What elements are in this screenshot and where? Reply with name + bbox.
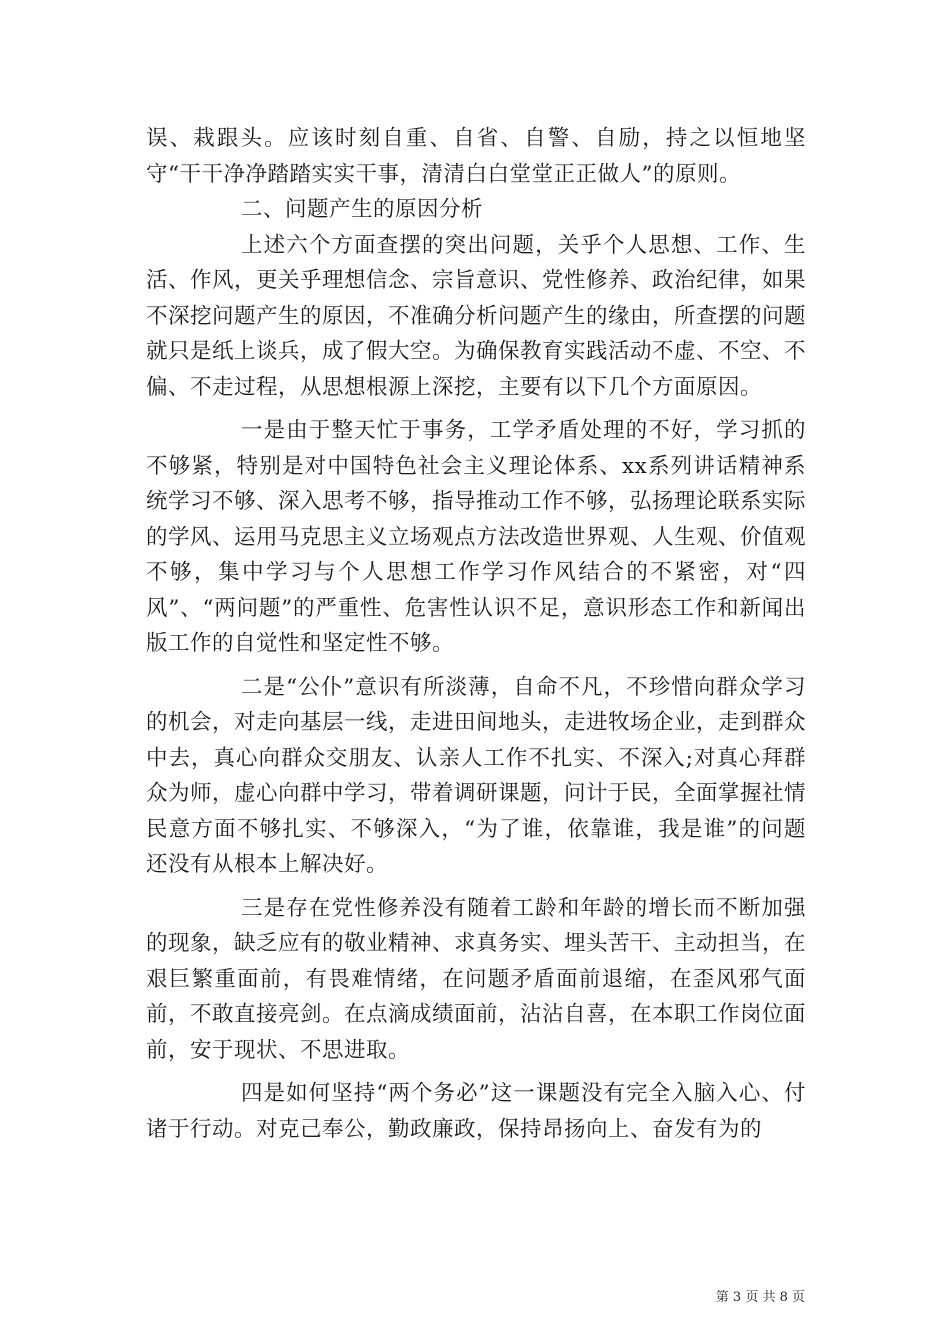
paragraph-reason-two: 二是“公仆”意识有所淡薄，自命不凡，不珍惜向群众学习的机会，对走向基层一线，走进田间地头，走进牧场企业，走到群众中去，真心向群众交朋友、认亲人工作不扎实、不深入;对真心拜群众为师，虚心向群中学习，带着调研课题，问计于民，全面掌握社情民意方面不够扎实、不够深入，“为了谁，依靠谁，我是谁”的问题还没有从根本上解决好。 — [146, 674, 807, 877]
document-body — [146, 121, 806, 1147]
paragraph-reason-four: 四是如何坚持“两个务必”这一课题没有完全入脑入心、付诸于行动。对克己奉公，勤政廉政，保持昂扬向上、奋发有为的 — [146, 1081, 806, 1142]
page-number-footer: 第 3 页 共 8 页 — [715, 1290, 805, 1305]
paragraph-reason-three: 三是存在党性修养没有随着工龄和年龄的增长而不断加强的现象，缺乏应有的敬业精神、求真务实、埋头苦干、主动担当，在艰巨繁重面前，有畏难情绪，在问题矛盾面前退缩，在歪风邪气面前，不敢直接亮剑。在点滴成绩面前，沾沾自喜，在本职工作岗位面前，安于现状、不思进取。 — [146, 895, 807, 1063]
section-heading: 二、问题产生的原因分析 — [241, 197, 484, 222]
paragraph-reason-one: 一是由于整天忙于事务，工学矛盾处理的不好，学习抓的不够紧，特别是对中国特色社会主义理论体系、xx系列讲话精神系统学习不够、深入思考不够，指导推动工作不够，弘扬理论联系实际的学风、运用马克思主义立场观点方法改造世界观、人生观、价值观不够，集中学习与个人思想工作学习作风结合的不紧密，对“四风”、“两问题”的严重性、危害性认识不足，意识形态工作和新闻出版工作的自觉性和坚定性不够。 — [146, 418, 807, 656]
paragraph-continuation: 误、栽跟头。应该时刻自重、自省、自警、自励，持之以恒地坚守“干干净净踏踏实实干事，清清白白堂堂正正做人”的原则。 — [146, 126, 806, 187]
paragraph-overview: 上述六个方面查摆的突出问题，关乎个人思想、工作、生活、作风，更关乎理想信念、宗旨意识、党性修养、政治纪律，如果不深挖问题产生的原因，不准确分析问题产生的缘由，所查摆的问题就只是纸上谈兵，成了假大空。为确保教育实践活动不虚、不空、不偏、不走过程，从思想根源上深挖，主要有以下几个方面原因。 — [146, 232, 807, 400]
